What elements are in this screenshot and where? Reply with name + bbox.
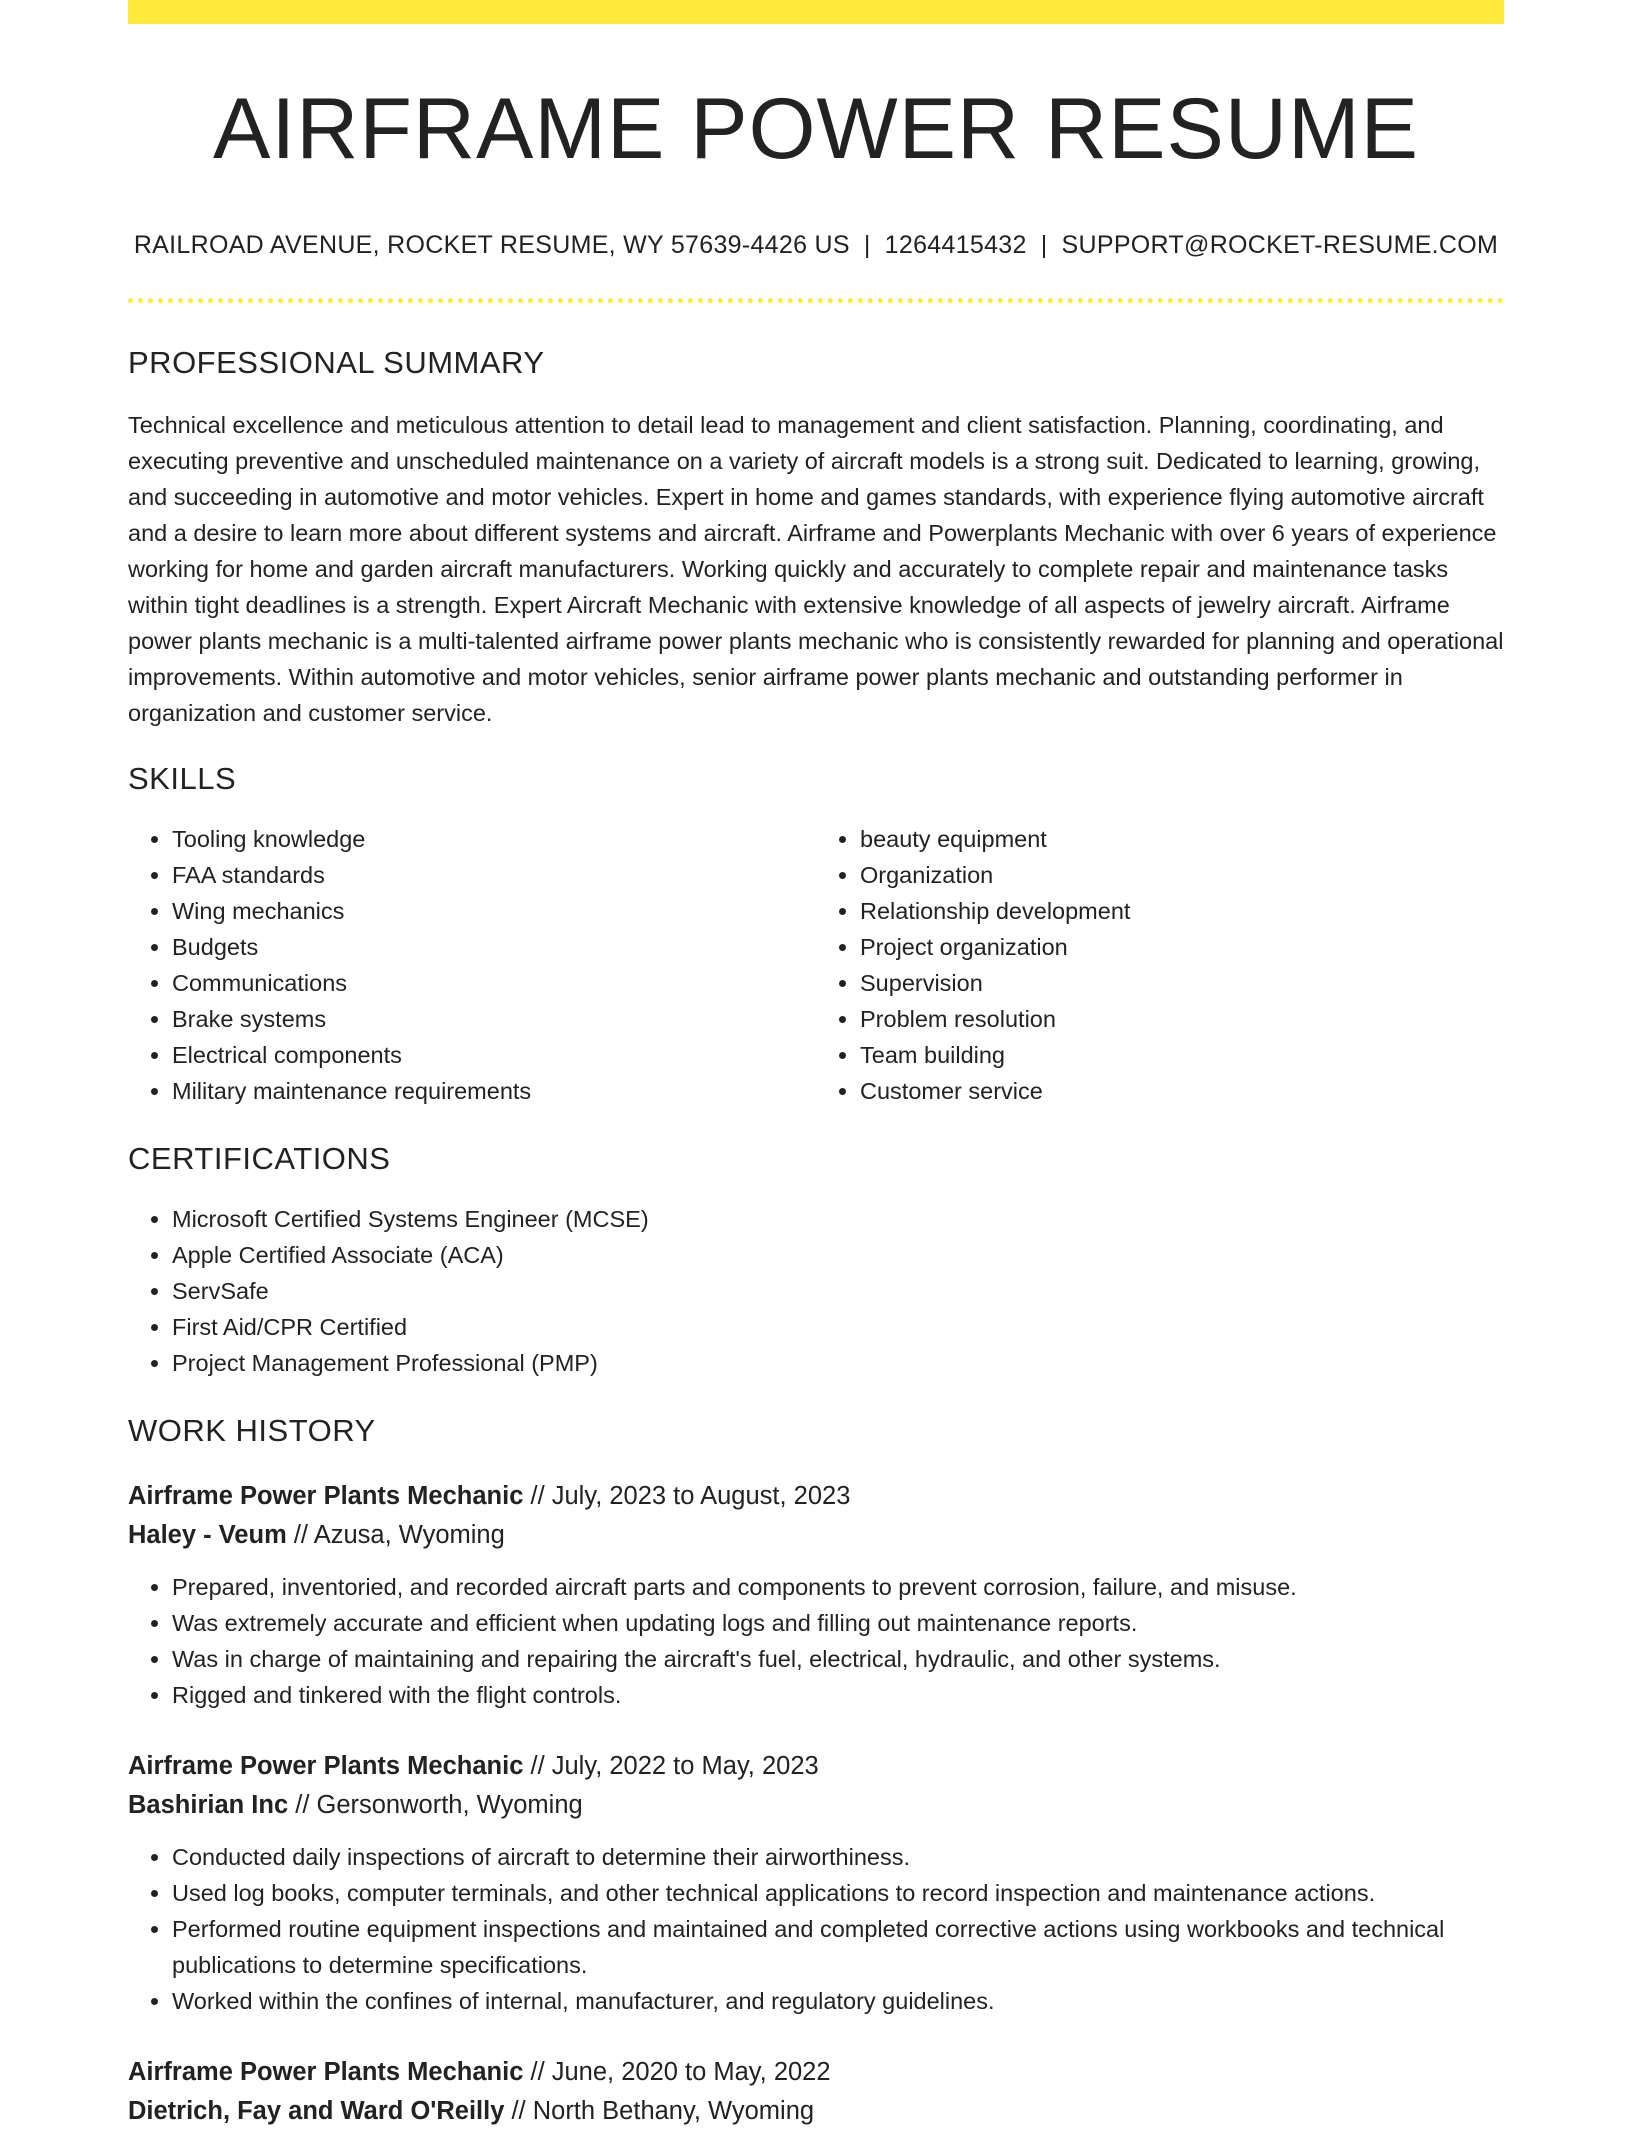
- contact-separator: |: [1040, 230, 1048, 259]
- job-dates: // July, 2023 to August, 2023: [530, 1481, 851, 1510]
- dotted-divider: [128, 298, 1504, 303]
- skills-heading: SKILLS: [128, 760, 237, 796]
- certification-item: • Microsoft Certified Systems Engineer (MCSE): [172, 1201, 1504, 1237]
- skill-item: • Tooling knowledge: [172, 821, 816, 857]
- contact-email: SUPPORT@ROCKET-RESUME.COM: [1061, 230, 1499, 259]
- contact-phone: 1264415432: [884, 230, 1027, 259]
- job-duty: • Prepared, inventoried, and recorded aircraft parts and components to prevent corrosion, failure, and misuse.: [172, 1569, 1504, 1605]
- certification-item: • Project Management Professional (PMP): [172, 1345, 1504, 1381]
- job-location: // Gersonworth, Wyoming: [295, 1790, 583, 1819]
- job-role: Airframe Power Plants Mechanic: [128, 2057, 524, 2086]
- job-entry: [128, 2053, 1504, 2131]
- job-role: Airframe Power Plants Mechanic: [128, 1751, 524, 1780]
- skill-item: • Military maintenance requirements: [172, 1073, 816, 1109]
- skills-column-right: [816, 821, 1504, 1109]
- summary-text: Technical excellence and meticulous attention to detail lead to management and client satisfaction. Planning, coordinating, and executing preventive and unscheduled maintenance on a variety of aircraft models is a strong suit. Dedicated to learning, growing, and succeeding in automotive and motor vehicles. Expert in home and games standards, with experience flying automotive aircraft and a desire to learn more about different systems and aircraft. Airframe and Powerplants Mechanic with over 6 years of experience working for home and garden aircraft manufacturers. Working quickly and accurately to complete repair and maintenance tasks within tight deadlines is a strength. Expert Aircraft Mechanic with extensive knowledge of all aspects of jewelry aircraft. Airframe power plants mechanic is a multi-talented airframe power plants mechanic who is consistently rewarded for planning and operational improvements. Within automotive and motor vehicles, senior airframe power plants mechanic and outstanding performer in organization and customer service.: [128, 411, 1504, 726]
- skill-item: • Relationship development: [860, 893, 1504, 929]
- job-role: Airframe Power Plants Mechanic: [128, 1481, 524, 1510]
- job-duty: • Worked within the confines of internal, manufacturer, and regulatory guidelines.: [172, 1983, 1504, 2019]
- contact-line: [128, 231, 1504, 260]
- job-location: // North Bethany, Wyoming: [511, 2096, 815, 2125]
- job-duty: • Rigged and tinkered with the flight controls.: [172, 1677, 1504, 1713]
- contact-separator: |: [863, 230, 871, 259]
- certification-item: • ServSafe: [172, 1273, 1504, 1309]
- skill-item: • beauty equipment: [860, 821, 1504, 857]
- job-entry: [128, 1747, 1504, 2019]
- contact-address: RAILROAD AVENUE, ROCKET RESUME, WY 57639-4426 US: [133, 230, 850, 259]
- skill-item: • Brake systems: [172, 1001, 816, 1037]
- job-company: Dietrich, Fay and Ward O'Reilly: [128, 2096, 505, 2125]
- skill-item: • Team building: [860, 1037, 1504, 1073]
- skill-item: • Problem resolution: [860, 1001, 1504, 1037]
- skill-item: • Project organization: [860, 929, 1504, 965]
- skills-list: [128, 821, 1504, 1109]
- resume-name: AIRFRAME POWER RESUME: [213, 81, 1419, 177]
- top-accent-bar: [128, 0, 1504, 24]
- skills-column-left: [128, 821, 816, 1109]
- job-title-line: [128, 1747, 1504, 1786]
- skill-item: • Wing mechanics: [172, 893, 816, 929]
- skill-item: • Communications: [172, 965, 816, 1001]
- job-duty: • Used log books, computer terminals, and other technical applications to record inspection and maintenance actions.: [172, 1875, 1504, 1911]
- work-history-heading: WORK HISTORY: [128, 1412, 376, 1448]
- certifications-heading: CERTIFICATIONS: [128, 1140, 391, 1176]
- certification-item: • Apple Certified Associate (ACA): [172, 1237, 1504, 1273]
- job-company-line: [128, 1516, 1504, 1555]
- job-company-line: [128, 1786, 1504, 1825]
- skill-item: • Customer service: [860, 1073, 1504, 1109]
- job-dates: // July, 2022 to May, 2023: [530, 1751, 819, 1780]
- job-duties: [128, 1569, 1504, 1713]
- skill-item: • Budgets: [172, 929, 816, 965]
- job-company: Haley - Veum: [128, 1520, 287, 1549]
- job-duty: • Performed routine equipment inspections and maintained and completed corrective actions using workbooks and technical publications to determine specifications.: [172, 1911, 1504, 1983]
- skill-item: • Electrical components: [172, 1037, 816, 1073]
- skill-item: • Organization: [860, 857, 1504, 893]
- resume-page: [128, 0, 1504, 2131]
- job-entry: [128, 1477, 1504, 1713]
- skill-item: • Supervision: [860, 965, 1504, 1001]
- summary-heading: PROFESSIONAL SUMMARY: [128, 344, 545, 380]
- certifications-list: [128, 1201, 1504, 1381]
- job-title-line: [128, 2053, 1504, 2092]
- job-dates: // June, 2020 to May, 2022: [530, 2057, 831, 2086]
- job-location: // Azusa, Wyoming: [293, 1520, 505, 1549]
- skill-item: • FAA standards: [172, 857, 816, 893]
- job-duty: • Conducted daily inspections of aircraft to determine their airworthiness.: [172, 1839, 1504, 1875]
- job-company-line: [128, 2092, 1504, 2131]
- job-title-line: [128, 1477, 1504, 1516]
- job-duties: [128, 1839, 1504, 2019]
- job-company: Bashirian Inc: [128, 1790, 289, 1819]
- certification-item: • First Aid/CPR Certified: [172, 1309, 1504, 1345]
- job-duty: • Was in charge of maintaining and repairing the aircraft's fuel, electrical, hydraulic, and other systems.: [172, 1641, 1504, 1677]
- job-duty: • Was extremely accurate and efficient when updating logs and filling out maintenance reports.: [172, 1605, 1504, 1641]
